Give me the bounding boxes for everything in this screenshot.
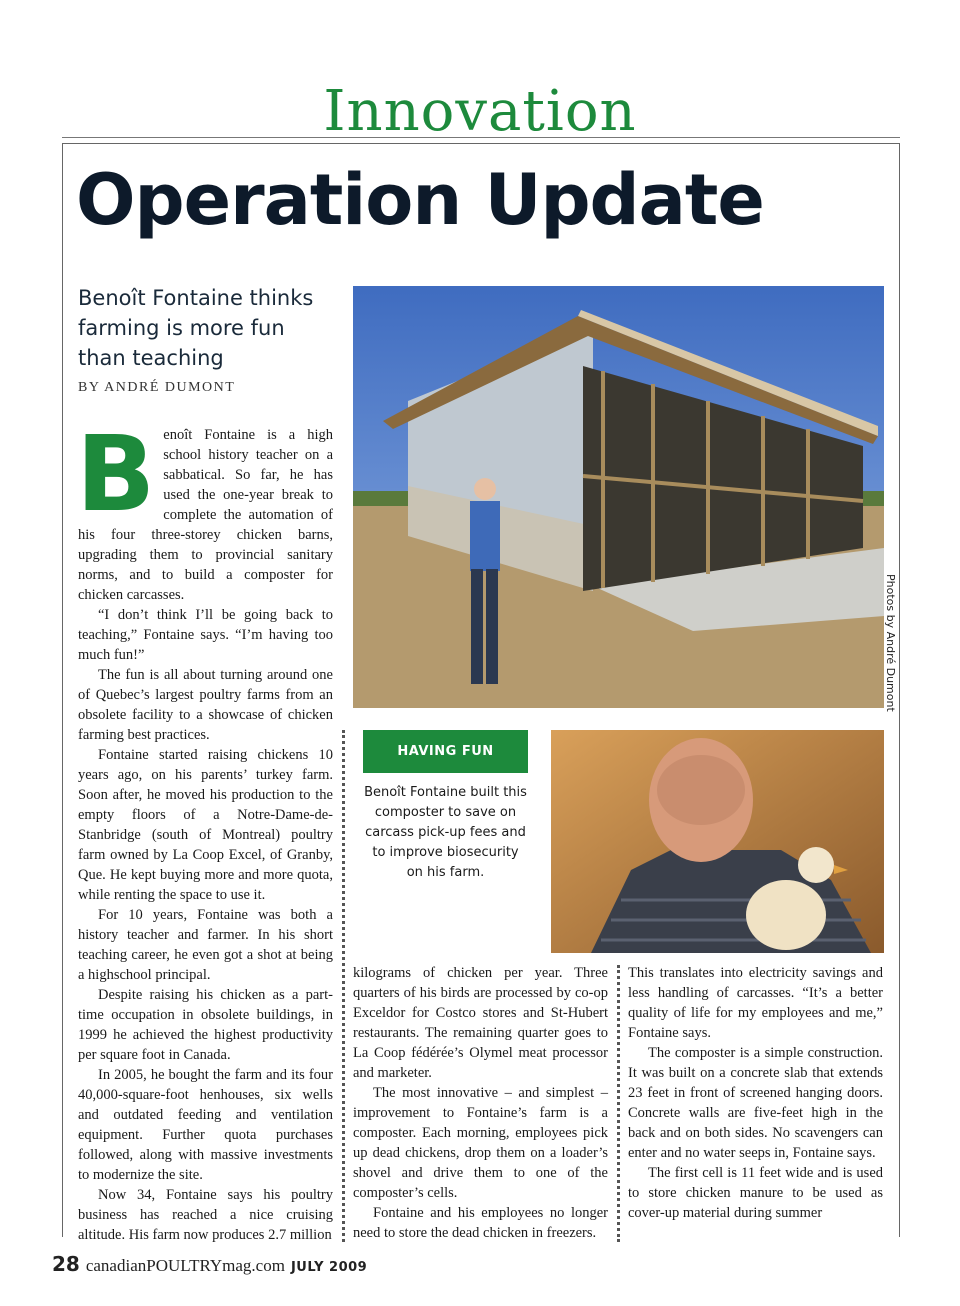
deck: Benoît Fontaine thinks farming is more fun than teaching xyxy=(78,286,314,370)
paragraph-3: The fun is all about turning around one of Quebec’s largest poultry farms from an obsolete facility to a showcase of chicken farming best practices. xyxy=(78,667,333,743)
column-3 xyxy=(628,963,883,1223)
paragraph-5: For 10 years, Fontaine was both a history teacher and farmer. In his short teaching career, he even got a shot at being a highschool principal. xyxy=(78,907,333,983)
caption-label: HAVING FUN xyxy=(363,730,528,773)
page-number: 28 xyxy=(52,1252,80,1276)
magazine-site: canadianPOULTRYmag.com xyxy=(85,1256,285,1275)
paragraph-12: This translates into electricity savings and less handling of carcasses. “It’s a better quality of life for my employees and me,” Fontaine says. xyxy=(628,965,883,1041)
column-1 xyxy=(76,413,333,1245)
paragraph-1: Benoît Fontaine is a high school history teacher on a sabbatical. So far, he has used the one-year break to complete the automation of his four three-storey chicken barns, upgrading them to provincial sanitary norms, and to build a composter for chicken carcasses. xyxy=(76,413,333,603)
paragraph-7: In 2005, he bought the farm and its four 40,000-square-foot henhouses, six wells and outdated feeding and ventilation equipment. Further quota purchases followed, along with massive investments to modernize the site. xyxy=(78,1067,333,1183)
section-label: Innovation xyxy=(323,79,637,144)
paragraph-13: The composter is a simple construction. It was built on a concrete slab that extends 23 feet in front of screened hanging doors. Concrete walls are five-feet high in the back and on both sides. No scavengers can enter and no water seeps in, Fontaine says. xyxy=(628,1045,883,1161)
column-divider-1 xyxy=(342,730,345,1242)
issue-date: JULY 2009 xyxy=(290,1260,368,1275)
paragraph-8: Now 34, Fontaine says his poultry business has reached a nice cruising altitude. His farm now produces 2.7 million xyxy=(78,1187,333,1243)
photo-credit: Photos by André Dumont xyxy=(884,574,897,712)
caption-text: Benoît Fontaine built this composter to save on carcass pick-up fees and to improve biosecurity on his farm. xyxy=(364,785,527,880)
column-2 xyxy=(353,963,608,1243)
footer xyxy=(52,1252,367,1276)
paragraph-10: The most innovative – and simplest – improvement to Fontaine’s farm is a composter. Each morning, employees pick up dead chickens, drop them on a loader’s shovel and drive them to one of the composter’s cells. xyxy=(353,1085,608,1201)
paragraph-11: Fontaine and his employees no longer need to store the dead chicken in freezers. xyxy=(353,1205,608,1241)
column-divider-2 xyxy=(617,965,620,1242)
composter-photo xyxy=(353,286,884,708)
paragraph-9: kilograms of chicken per year. Three quarters of his birds are processed by co-op Exceldor for Costco stores and St-Hubert restaurants. The remaining quarter goes to La Coop fédérée’s Olymel meat processor and marketer. xyxy=(353,965,608,1081)
paragraph-4: Fontaine started raising chickens 10 years ago, on his parents’ turkey farm. Soon after, he moved his production to the empty floors of a Notre-Dame-de-Stanbridge (south of Montreal) poultry farm owned by La Coop Excel, of Granby, Que. He kept buying more and more quota, while renting the space to use it. xyxy=(78,747,333,903)
frame-left-border xyxy=(62,143,63,1237)
byline: BY ANDRÉ DUMONT xyxy=(78,380,236,395)
section-rule xyxy=(62,137,900,138)
headline: Operation Update xyxy=(76,159,764,241)
paragraph-2: “I don’t think I’ll be going back to teaching,” Fontaine says. “I’m having too much fun!” xyxy=(78,607,333,663)
frame-right-border xyxy=(899,143,900,1237)
drop-cap: B xyxy=(76,413,156,535)
paragraph-6: Despite raising his chicken as a part-time occupation in obsolete buildings, in 1999 he achieved the highest productivity per square foot in Canada. xyxy=(78,987,333,1063)
portrait-photo xyxy=(551,730,884,953)
paragraph-14: The first cell is 11 feet wide and is used to store chicken manure to be used as cover-up material during summer xyxy=(628,1165,883,1221)
frame-top-border xyxy=(62,143,900,144)
